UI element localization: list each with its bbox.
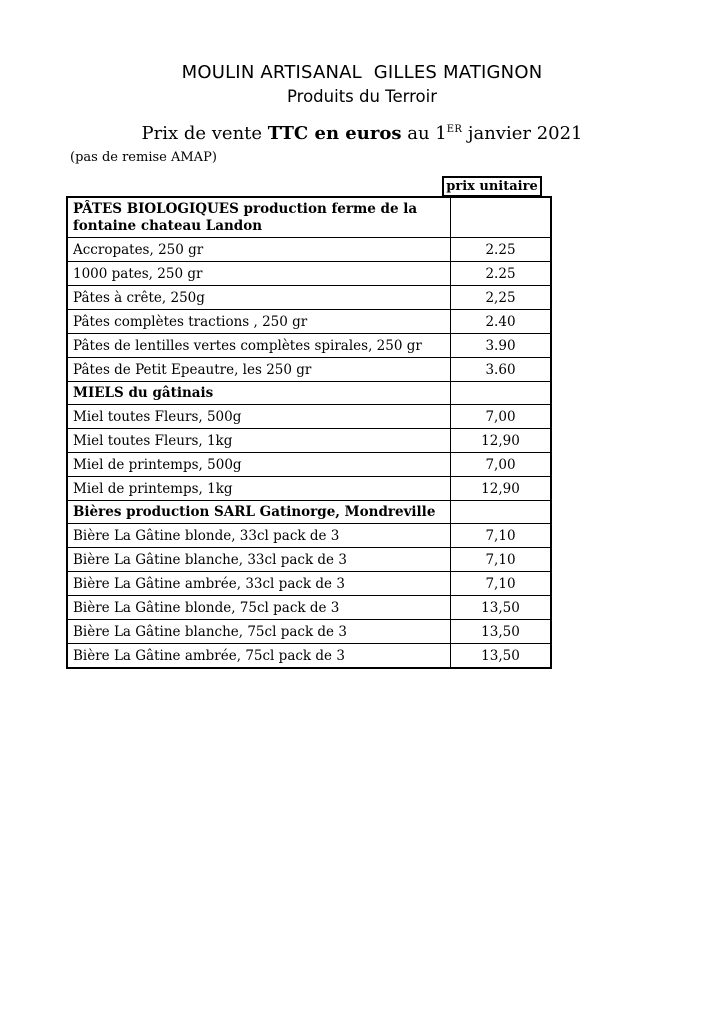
table-row xyxy=(67,596,551,620)
product-label: MIELS du gâtinais xyxy=(67,382,451,405)
price-value: 7,10 xyxy=(451,524,552,548)
price-value: 7,00 xyxy=(451,453,552,477)
price-value: 2.25 xyxy=(451,238,552,262)
price-table-body xyxy=(67,197,551,668)
table-row xyxy=(67,477,551,501)
price-value: 13,50 xyxy=(451,644,552,669)
price-value: 7,10 xyxy=(451,572,552,596)
product-label: Bière La Gâtine blanche, 75cl pack de 3 xyxy=(67,620,451,644)
product-label: Pâtes complètes tractions , 250 gr xyxy=(67,310,451,334)
table-row xyxy=(67,524,551,548)
table-row xyxy=(67,429,551,453)
table-row xyxy=(67,286,551,310)
table-row xyxy=(67,548,551,572)
price-value: 13,50 xyxy=(451,596,552,620)
price-value: 2.25 xyxy=(451,262,552,286)
product-label: Miel toutes Fleurs, 500g xyxy=(67,405,451,429)
price-value: 2.40 xyxy=(451,310,552,334)
price-list-heading xyxy=(0,123,724,144)
table-row xyxy=(67,620,551,644)
table-row xyxy=(67,310,551,334)
heading-bold-part: TTC en euros xyxy=(267,123,402,144)
table-row xyxy=(67,238,551,262)
page-title: MOULIN ARTISANAL GILLES MATIGNON xyxy=(181,62,543,83)
price-value: 13,50 xyxy=(451,620,552,644)
price-table xyxy=(66,196,552,669)
price-value: 12,90 xyxy=(451,477,552,501)
price-value: 12,90 xyxy=(451,429,552,453)
price-value xyxy=(451,197,552,238)
heading-part2: au 1 xyxy=(401,123,447,144)
table-row xyxy=(67,405,551,429)
heading-part3: janvier 2021 xyxy=(462,123,583,144)
product-label: Bière La Gâtine ambrée, 33cl pack de 3 xyxy=(67,572,451,596)
product-label: Bière La Gâtine blanche, 33cl pack de 3 xyxy=(67,548,451,572)
product-label: Accropates, 250 gr xyxy=(67,238,451,262)
product-label: Miel de printemps, 1kg xyxy=(67,477,451,501)
product-label: 1000 pates, 250 gr xyxy=(67,262,451,286)
price-value: 2,25 xyxy=(451,286,552,310)
price-value: 7,10 xyxy=(451,548,552,572)
product-label: Pâtes de Petit Epeautre, les 250 gr xyxy=(67,358,451,382)
table-row xyxy=(67,453,551,477)
price-value xyxy=(451,382,552,405)
product-label: PÂTES BIOLOGIQUES production ferme de la fontaine chateau Landon xyxy=(67,197,451,238)
price-column-header: prix unitaire xyxy=(442,176,542,197)
table-row xyxy=(67,644,551,669)
table-row xyxy=(67,197,551,238)
heading-part1: Prix de vente xyxy=(141,123,268,144)
table-row xyxy=(67,358,551,382)
table-row xyxy=(67,501,551,524)
product-label: Bière La Gâtine ambrée, 75cl pack de 3 xyxy=(67,644,451,669)
page-subtitle-products: Produits du Terroir xyxy=(287,87,437,106)
product-label: Bières production SARL Gatinorge, Mondreville xyxy=(67,501,451,524)
table-row xyxy=(67,382,551,405)
product-label: Miel de printemps, 500g xyxy=(67,453,451,477)
table-row xyxy=(67,334,551,358)
price-value: 3.90 xyxy=(451,334,552,358)
price-value xyxy=(451,501,552,524)
product-label: Bière La Gâtine blonde, 33cl pack de 3 xyxy=(67,524,451,548)
price-value: 3.60 xyxy=(451,358,552,382)
price-value: 7,00 xyxy=(451,405,552,429)
amap-note: (pas de remise AMAP) xyxy=(70,150,217,165)
product-label: Pâtes à crête, 250g xyxy=(67,286,451,310)
heading-superscript: ER xyxy=(446,124,463,135)
product-label: Pâtes de lentilles vertes complètes spirales, 250 gr xyxy=(67,334,451,358)
table-row xyxy=(67,262,551,286)
product-label: Miel toutes Fleurs, 1kg xyxy=(67,429,451,453)
product-label: Bière La Gâtine blonde, 75cl pack de 3 xyxy=(67,596,451,620)
table-row xyxy=(67,572,551,596)
